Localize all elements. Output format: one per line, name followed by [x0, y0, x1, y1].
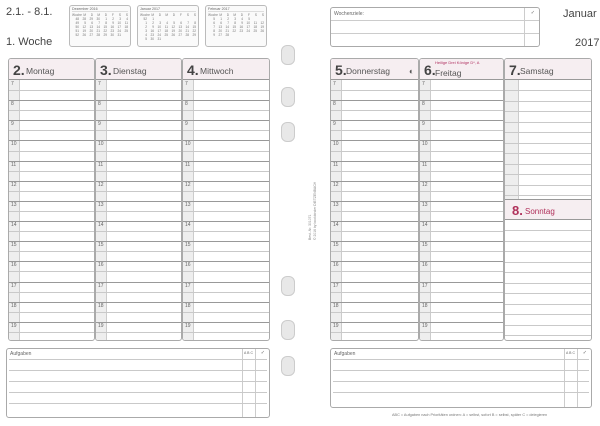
hour-label: 9 [185, 121, 188, 128]
hour-rule [96, 221, 181, 222]
hour-label: 18 [11, 302, 17, 309]
binder-hole [281, 45, 295, 65]
year-label: 2017 [575, 37, 600, 49]
hour-rule [96, 161, 181, 162]
sunday-rule [505, 272, 591, 273]
hour-rule [420, 100, 503, 101]
hour-rule [183, 322, 269, 323]
half-hour-rule [183, 251, 269, 252]
half-hour-rule [420, 231, 503, 232]
day-header [420, 59, 503, 80]
mini-calendar-title: Januar 2017 [140, 7, 196, 12]
day-column-friday[interactable] [419, 58, 504, 341]
half-hour-rule [183, 271, 269, 272]
half-hour-rule [420, 90, 503, 91]
hour-label: 9 [422, 121, 425, 128]
hour-label: 17 [185, 282, 191, 289]
hour-rule [420, 322, 503, 323]
hour-rule [420, 140, 503, 141]
mini-calendar-december [69, 5, 131, 47]
hour-rule [331, 120, 418, 121]
tasks-box-left[interactable] [6, 348, 270, 418]
hour-rule [331, 100, 418, 101]
hour-label: 16 [185, 262, 191, 269]
day-number: 5. [335, 62, 347, 78]
day-header [505, 59, 591, 80]
binder-hole [281, 122, 295, 142]
mini-calendar-row: 49 5 6 7 8 9 10 11 [75, 21, 128, 25]
binder-hole [281, 276, 295, 296]
hour-rule [9, 261, 94, 262]
mini-calendar-row: 5 30 31 [145, 37, 161, 41]
day-number: 3. [100, 62, 112, 78]
half-hour-rule [9, 151, 94, 152]
hour-label: 16 [11, 262, 17, 269]
hour-label: 18 [98, 302, 104, 309]
hour-rule [331, 201, 418, 202]
hour-label: 7 [422, 81, 425, 87]
hour-rule [420, 161, 503, 162]
half-hour-rule [183, 292, 269, 293]
half-hour-rule [96, 90, 181, 91]
hour-rule [96, 261, 181, 262]
saturday-rule [505, 153, 591, 154]
hour-label: 11 [98, 161, 104, 168]
half-hour-rule [96, 271, 181, 272]
binder-hole [281, 356, 295, 376]
half-hour-rule [183, 312, 269, 313]
hour-rule [9, 322, 94, 323]
moon-phase-icon: ◐ [409, 66, 415, 76]
hour-label: 8 [333, 101, 336, 108]
hour-label: 18 [185, 302, 191, 309]
hour-label: 15 [422, 242, 428, 249]
mini-calendar-row: 52 26 27 28 29 30 31 [75, 33, 121, 37]
hour-label: 10 [422, 141, 428, 148]
hour-rule [183, 302, 269, 303]
half-hour-rule [183, 151, 269, 152]
hour-label: 19 [185, 322, 191, 329]
half-hour-rule [420, 332, 503, 333]
hour-label: 14 [185, 222, 191, 229]
mini-calendar-row: 1 2 3 4 5 6 7 8 [145, 21, 196, 25]
hour-rule [183, 261, 269, 262]
saturday-rule [505, 174, 591, 175]
hour-rule [183, 282, 269, 283]
hour-rule [96, 140, 181, 141]
sunday-rule [505, 314, 591, 315]
hour-label: 8 [422, 101, 425, 108]
half-hour-rule [9, 130, 94, 131]
sunday-rule [505, 230, 591, 231]
half-hour-rule [420, 271, 503, 272]
hour-label: 10 [185, 141, 191, 148]
hour-label: 17 [333, 282, 339, 289]
saturday-rule [505, 122, 591, 123]
mini-calendar-row: 50 12 13 14 15 16 17 18 [75, 25, 128, 29]
hour-label: 18 [333, 302, 339, 309]
hour-rule [331, 221, 418, 222]
half-hour-rule [183, 191, 269, 192]
day-column-monday[interactable] [8, 58, 95, 341]
hour-rule [420, 241, 503, 242]
weekly-goals-check-icon: ✓ [530, 10, 535, 16]
hour-label: 13 [333, 201, 339, 208]
hour-rule [331, 241, 418, 242]
spine-text-2: © 2016 by bookbinder DIETZENBACH [313, 181, 317, 240]
half-hour-rule [96, 312, 181, 313]
mini-calendar-january [137, 5, 199, 47]
tasks-box-right[interactable] [330, 348, 592, 408]
day-header [9, 59, 94, 80]
half-hour-rule [9, 271, 94, 272]
date-range: 2.1. - 8.1. [6, 6, 53, 18]
hour-rule [183, 221, 269, 222]
hour-rule [183, 161, 269, 162]
day-name: Dienstag [113, 66, 147, 76]
half-hour-rule [331, 332, 418, 333]
half-hour-rule [420, 130, 503, 131]
half-hour-rule [331, 171, 418, 172]
sunday-rule [505, 304, 591, 305]
hour-rule [96, 181, 181, 182]
hour-rule [9, 140, 94, 141]
hour-rule [420, 181, 503, 182]
hour-label: 10 [98, 141, 104, 148]
hour-label: 15 [98, 242, 104, 249]
hour-rule [96, 201, 181, 202]
half-hour-rule [331, 251, 418, 252]
half-hour-rule [9, 211, 94, 212]
spine-text-1: Best.-Nr. 301071 [308, 214, 312, 240]
sunday-name: Sonntag [525, 207, 555, 216]
saturday-rule [505, 101, 591, 102]
hour-rule [420, 261, 503, 262]
half-hour-rule [331, 292, 418, 293]
hour-label: 10 [333, 141, 339, 148]
hour-label: 15 [333, 242, 339, 249]
hour-rule [9, 302, 94, 303]
half-hour-rule [96, 231, 181, 232]
hour-label: 18 [422, 302, 428, 309]
tasks-label: Aufgaben [334, 351, 356, 357]
day-header [96, 59, 181, 80]
day-number: 4. [187, 62, 199, 78]
hour-label: 11 [11, 161, 17, 168]
saturday-rule [505, 164, 591, 165]
hour-rule [9, 221, 94, 222]
half-hour-rule [331, 231, 418, 232]
hour-label: 13 [11, 201, 17, 208]
hour-label: 9 [333, 121, 336, 128]
hour-label: 11 [185, 161, 191, 168]
mini-calendar-row: 51 19 20 21 22 23 24 25 [75, 29, 128, 33]
day-name: Montag [26, 66, 55, 76]
hour-label: 17 [422, 282, 428, 289]
hour-rule [96, 302, 181, 303]
half-hour-rule [183, 231, 269, 232]
half-hour-rule [420, 292, 503, 293]
saturday-rule [505, 132, 591, 133]
half-hour-rule [331, 271, 418, 272]
half-hour-rule [96, 332, 181, 333]
binder-hole [281, 87, 295, 107]
binder-hole [281, 320, 295, 340]
hour-rule [9, 241, 94, 242]
day-column-wednesday[interactable] [182, 58, 270, 341]
hour-label: 7 [333, 81, 336, 87]
saturday-rule [505, 143, 591, 144]
hour-label: 7 [11, 81, 14, 87]
half-hour-rule [420, 251, 503, 252]
hour-label: 7 [98, 81, 101, 87]
mini-calendar-row: 6 6 7 8 9 10 11 12 [213, 21, 264, 25]
hour-rule [96, 241, 181, 242]
mini-calendar-row: Woche M D M D F S S [140, 13, 196, 17]
hour-rule [331, 261, 418, 262]
half-hour-rule [96, 151, 181, 152]
half-hour-rule [96, 211, 181, 212]
hour-label: 8 [98, 101, 101, 108]
hour-rule [183, 181, 269, 182]
hour-label: 12 [422, 181, 428, 188]
hour-rule [9, 120, 94, 121]
weekly-goals-label: Wochenziele: [334, 11, 364, 17]
hour-rule [331, 140, 418, 141]
hour-label: 16 [422, 262, 428, 269]
hour-label: 19 [11, 322, 17, 329]
half-hour-rule [183, 110, 269, 111]
half-hour-rule [331, 90, 418, 91]
hour-label: 17 [98, 282, 104, 289]
tasks-label: Aufgaben [10, 351, 32, 357]
hour-label: 16 [333, 262, 339, 269]
hour-label: 11 [333, 161, 339, 168]
mini-calendar-title: Februar 2017 [208, 7, 264, 12]
saturday-rule [505, 90, 591, 91]
half-hour-rule [420, 151, 503, 152]
half-hour-rule [420, 171, 503, 172]
half-hour-rule [9, 251, 94, 252]
sunday-number: 8. [512, 203, 523, 218]
half-hour-rule [9, 312, 94, 313]
mini-calendar-row: 7 13 14 15 16 17 18 19 [213, 25, 264, 29]
mini-calendar-row: 5 1 2 3 4 5 [213, 17, 250, 21]
half-hour-rule [420, 191, 503, 192]
hour-rule [331, 161, 418, 162]
half-hour-rule [331, 211, 418, 212]
hour-label: 13 [422, 201, 428, 208]
half-hour-rule [420, 110, 503, 111]
footnote: ABC = Aufgaben nach Prioritäten ordnen: A = selbst, sofort B = selbst, später C = delegieren [392, 413, 548, 417]
hour-label: 7 [185, 81, 188, 87]
hour-label: 19 [98, 322, 104, 329]
sunday-header [505, 199, 591, 220]
day-number: 2. [13, 62, 25, 78]
half-hour-rule [9, 90, 94, 91]
hour-label: 12 [11, 181, 17, 188]
saturday-rule [505, 195, 591, 196]
mini-calendar-title: Dezember 2016 [72, 7, 128, 12]
day-number: 7. [509, 62, 521, 78]
hour-rule [420, 221, 503, 222]
hour-rule [9, 181, 94, 182]
mini-calendar-row: 8 20 21 22 23 24 25 26 [213, 29, 264, 33]
hour-rule [420, 201, 503, 202]
day-name: Samstag [520, 66, 554, 76]
half-hour-rule [183, 171, 269, 172]
sunday-rule [505, 293, 591, 294]
hour-rule [96, 120, 181, 121]
half-hour-rule [331, 130, 418, 131]
abc-header: A B C [244, 351, 253, 355]
half-hour-rule [96, 292, 181, 293]
hour-label: 9 [98, 121, 101, 128]
hour-label: 15 [11, 242, 17, 249]
hour-label: 12 [333, 181, 339, 188]
hour-label: 8 [185, 101, 188, 108]
mini-calendar-row: 4 23 24 25 26 27 28 29 [145, 33, 196, 37]
hour-rule [420, 282, 503, 283]
check-icon: ✓ [260, 350, 265, 356]
day-header [331, 59, 418, 80]
sunday-rule [505, 325, 591, 326]
day-column-thursday[interactable] [330, 58, 419, 341]
hour-rule [183, 241, 269, 242]
check-icon: ✓ [582, 350, 587, 356]
half-hour-rule [9, 110, 94, 111]
sunday-rule [505, 283, 591, 284]
half-hour-rule [9, 171, 94, 172]
holiday-note: Heilige Drei Könige D*, A [435, 60, 480, 65]
day-name: Mittwoch [200, 66, 234, 76]
hour-label: 13 [185, 201, 191, 208]
half-hour-rule [96, 130, 181, 131]
mini-calendar-row: Woche M D M D F S S [72, 13, 128, 17]
sunday-rule [505, 335, 591, 336]
hour-label: 19 [422, 322, 428, 329]
hour-rule [96, 282, 181, 283]
mini-calendar-row: 2 9 10 11 12 13 14 15 [145, 25, 196, 29]
half-hour-rule [9, 231, 94, 232]
half-hour-rule [96, 171, 181, 172]
hour-rule [9, 201, 94, 202]
hour-rule [331, 181, 418, 182]
hour-label: 17 [11, 282, 17, 289]
half-hour-rule [183, 332, 269, 333]
hour-rule [96, 100, 181, 101]
mini-calendar-row: 9 27 28 [213, 33, 229, 37]
hour-rule [331, 282, 418, 283]
day-column-tuesday[interactable] [95, 58, 182, 341]
mini-calendar-row: 52 1 [143, 17, 154, 21]
mini-calendar-row: Woche M D M D F S S [208, 13, 264, 17]
hour-rule [9, 282, 94, 283]
hour-rule [9, 161, 94, 162]
spine-imprint [306, 181, 320, 242]
half-hour-rule [331, 312, 418, 313]
sunday-rule [505, 241, 591, 242]
hour-label: 14 [11, 222, 17, 229]
half-hour-rule [420, 211, 503, 212]
half-hour-rule [331, 110, 418, 111]
day-number: 6. [424, 62, 436, 78]
hour-label: 11 [422, 161, 428, 168]
hour-rule [9, 100, 94, 101]
mini-calendar-row: 3 16 17 18 19 20 21 22 [145, 29, 196, 33]
hour-rule [183, 201, 269, 202]
hour-label: 13 [98, 201, 104, 208]
half-hour-rule [96, 110, 181, 111]
hour-rule [183, 120, 269, 121]
half-hour-rule [331, 191, 418, 192]
weekly-goals-box[interactable] [330, 7, 540, 47]
hour-label: 12 [185, 181, 191, 188]
day-header [183, 59, 269, 80]
sunday-rule [505, 251, 591, 252]
hour-rule [420, 302, 503, 303]
hour-rule [183, 140, 269, 141]
abc-header: A B C [566, 351, 575, 355]
saturday-strip [505, 80, 519, 199]
half-hour-rule [183, 90, 269, 91]
hour-rule [96, 322, 181, 323]
hour-label: 14 [98, 222, 104, 229]
sunday-rule [505, 262, 591, 263]
half-hour-rule [9, 191, 94, 192]
half-hour-rule [9, 332, 94, 333]
half-hour-rule [420, 312, 503, 313]
hour-label: 10 [11, 141, 17, 148]
mini-calendar-row: 48 28 29 30 1 2 3 4 [75, 17, 128, 21]
hour-label: 19 [333, 322, 339, 329]
saturday-rule [505, 111, 591, 112]
hour-label: 15 [185, 242, 191, 249]
hour-label: 9 [11, 121, 14, 128]
hour-label: 14 [422, 222, 428, 229]
half-hour-rule [96, 251, 181, 252]
day-column-weekend[interactable] [504, 58, 592, 341]
month-label: Januar [563, 8, 597, 20]
hour-label: 12 [98, 181, 104, 188]
week-number: 1. Woche [6, 36, 53, 48]
half-hour-rule [183, 130, 269, 131]
hour-label: 16 [98, 262, 104, 269]
half-hour-rule [96, 191, 181, 192]
half-hour-rule [331, 151, 418, 152]
hour-rule [331, 302, 418, 303]
day-name: Freitag [435, 68, 462, 78]
day-name: Donnerstag [346, 66, 390, 76]
hour-rule [183, 100, 269, 101]
half-hour-rule [183, 211, 269, 212]
hour-rule [331, 322, 418, 323]
mini-calendar-february [205, 5, 267, 47]
half-hour-rule [9, 292, 94, 293]
hour-label: 14 [333, 222, 339, 229]
saturday-rule [505, 185, 591, 186]
hour-rule [420, 120, 503, 121]
hour-label: 8 [11, 101, 14, 108]
